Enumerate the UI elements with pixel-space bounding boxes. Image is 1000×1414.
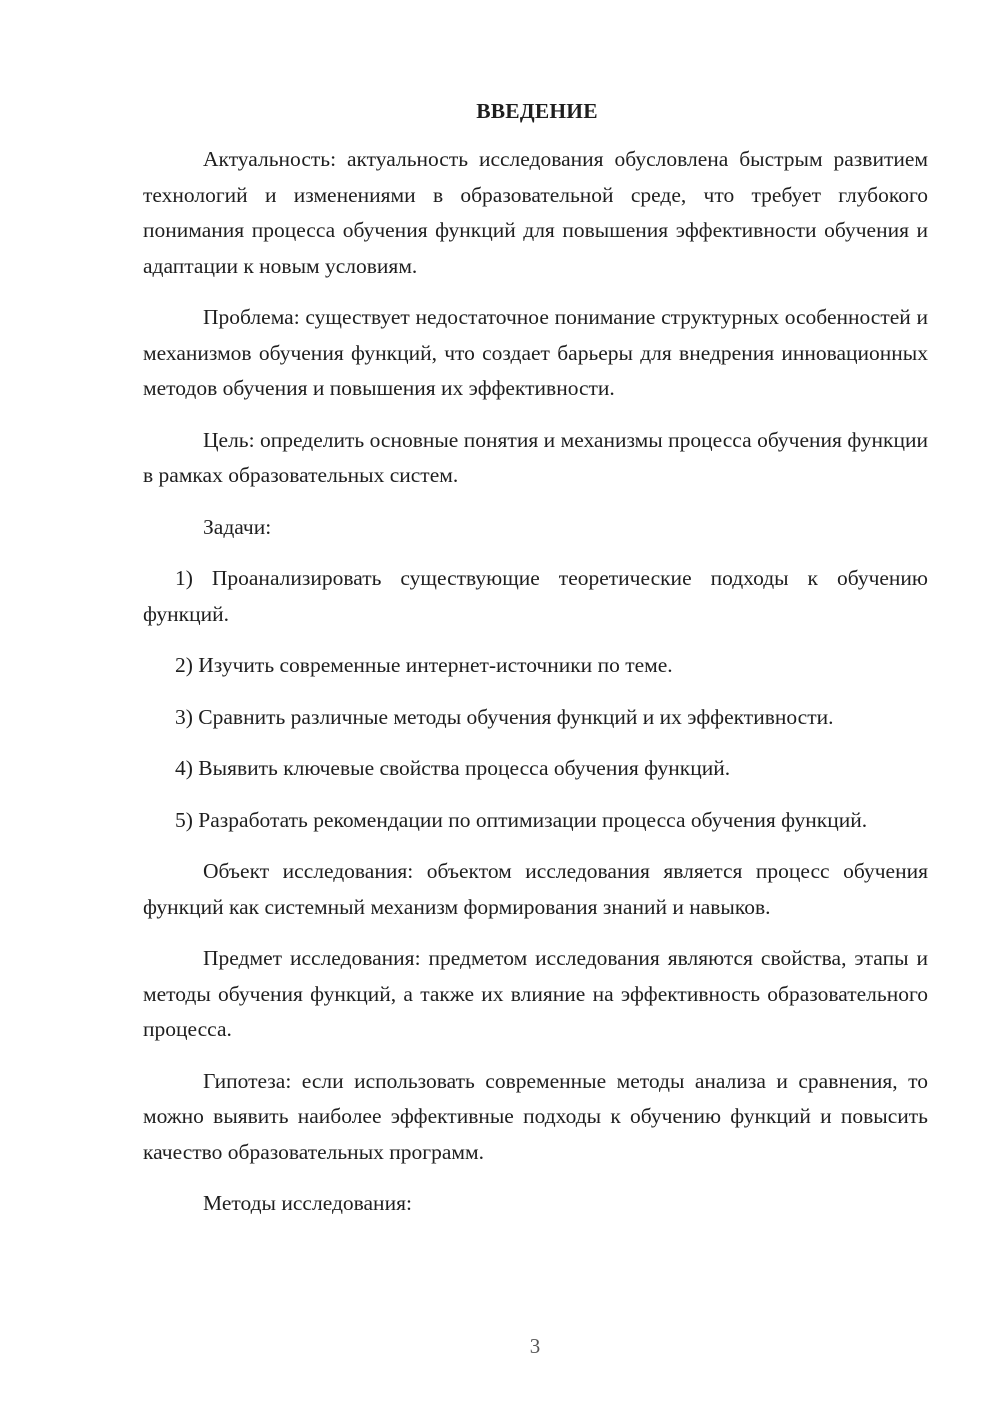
paragraph-hypothesis: Гипотеза: если использовать современные методы анализа и сравнения, то можно выявить наиболее эффективные подходы к обучению функций и повысить качество образовательных программ. [143, 1068, 928, 1164]
page-body [143, 96, 928, 1238]
paragraph-object: Объект исследования: объектом исследования является процесс обучения функций как системный механизм формирования знаний и навыков. [143, 859, 928, 919]
list-item-task-3: 3) Сравнить различные методы обучения функций и их эффективности. [175, 704, 834, 729]
paragraph-methods: Методы исследования: [203, 1191, 412, 1215]
paragraph-problem: Проблема: существует недостаточное понимание структурных особенностей и механизмов обучения функций, что создает барьеры для внедрения инновационных методов обучения и повышения их эффективности. [143, 305, 928, 400]
paragraph-relevance: Актуальность: актуальность исследования обусловлена быстрым развитием технологий и изменениями в образовательной среде, что требует глубокого понимания процесса обучения функций для повышения эффективности обучения и адаптации к новым условиям. [143, 147, 928, 278]
paragraph-goal: Цель: определить основные понятия и механизмы процесса обучения функции в рамках образовательных систем. [143, 427, 928, 487]
list-item-task-5: 5) Разработать рекомендации по оптимизации процесса обучения функций. [175, 807, 868, 832]
list-item-task-1: 1) Проанализировать существующие теоретические подходы к обучению функций. [143, 566, 928, 626]
list-item-task-4: 4) Выявить ключевые свойства процесса обучения функций. [175, 756, 731, 780]
list-item-task-2: 2) Изучить современные интернет-источники по теме. [175, 653, 673, 677]
section-title: ВВЕДЕНИЕ [476, 99, 598, 123]
page-number: 3 [529, 1334, 541, 1358]
paragraph-subject: Предмет исследования: предметом исследования являются свойства, этапы и методы обучения функций, а также их влияние на эффективность образовательного процесса. [143, 946, 928, 1041]
paragraph-tasks-heading: Задачи: [203, 514, 272, 539]
